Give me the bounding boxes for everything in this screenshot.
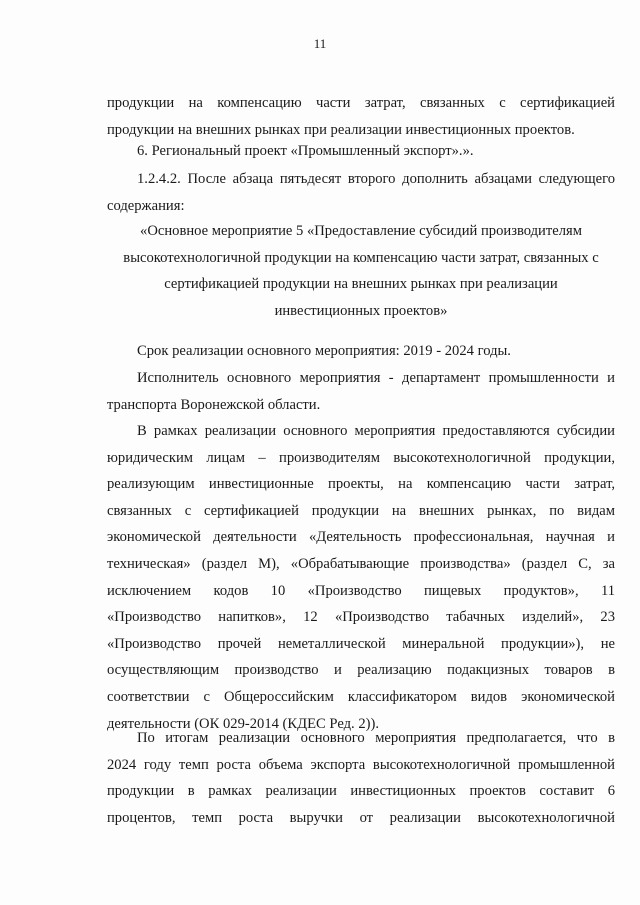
heading-line: сертификацией продукции на внешних рынках при реализации: [164, 276, 558, 293]
text-line: осуществляющим производство и реализацию подакцизных товаров в: [107, 662, 615, 679]
text-line: 6. Региональный проект «Промышленный экспорт».».: [137, 143, 474, 159]
page-number: 11: [313, 36, 327, 51]
text-line: транспорта Воронежской области.: [107, 396, 321, 413]
text-line: реализующим инвестиционные проекты, на компенсацию части затрат,: [107, 476, 615, 493]
paragraph-executor: [107, 365, 615, 418]
paragraph-results: [107, 725, 615, 831]
text-line: «Производство напитков», 12 «Производство табачных изделий», 23: [107, 609, 615, 626]
text-line: Срок реализации основного мероприятия: 2019 - 2024 годы.: [137, 343, 511, 359]
text-line: продукции в рамках реализации инвестиционных проектов составит 6: [107, 783, 615, 800]
text-line: По итогам реализации основного мероприятия предполагается, что в: [137, 730, 615, 746]
section-heading: [107, 218, 615, 324]
paragraph-subsidies: [107, 418, 615, 737]
heading-line: «Основное мероприятие 5 «Предоставление субсидий производителям: [140, 223, 582, 239]
text-line: Исполнитель основного мероприятия - департамент промышленности и: [137, 370, 615, 386]
paragraph-continuation: [107, 90, 615, 143]
text-line: связанных с сертификацией продукции на внешних рынках, по видам: [107, 502, 615, 519]
text-line: процентов, темп роста выручки от реализации высокотехнологичной: [107, 809, 615, 826]
paragraph-amendment: [107, 166, 615, 219]
paragraph-term: [107, 338, 615, 365]
text-line: содержания:: [107, 197, 185, 214]
text-line: продукции на внешних рынках при реализации инвестиционных проектов.: [107, 121, 575, 138]
text-line: соответствии с Общероссийским классификатором видов экономической: [107, 688, 615, 705]
text-line: продукции на компенсацию части затрат, связанных с сертификацией: [107, 95, 615, 111]
paragraph-regional-project: [107, 138, 615, 165]
heading-line: высокотехнологичной продукции на компенсацию части затрат, связанных с: [123, 249, 599, 266]
text-line: В рамках реализации основного мероприятия предоставляются субсидии: [137, 423, 615, 439]
heading-line: инвестиционных проектов»: [274, 302, 448, 319]
text-line: исключением кодов 10 «Производство пищевых продуктов», 11: [107, 582, 615, 599]
text-line: экономической деятельности «Деятельность профессиональная, научная и: [107, 529, 615, 546]
text-line: «Производство прочей неметаллической минеральной продукции»), не: [107, 635, 615, 652]
text-line: техническая» (раздел М), «Обрабатывающие производства» (раздел С, за: [107, 555, 615, 572]
text-line: 1.2.4.2. После абзаца пятьдесят второго дополнить абзацами следующего: [137, 171, 615, 187]
text-line: деятельности (ОК 029-2014 (КДЕС Ред. 2)).: [107, 715, 380, 732]
text-line: 2024 году темп роста объема экспорта высокотехнологичной промышленной: [107, 756, 615, 773]
text-line: юридическим лицам – производителям высокотехнологичной продукции,: [107, 449, 615, 466]
